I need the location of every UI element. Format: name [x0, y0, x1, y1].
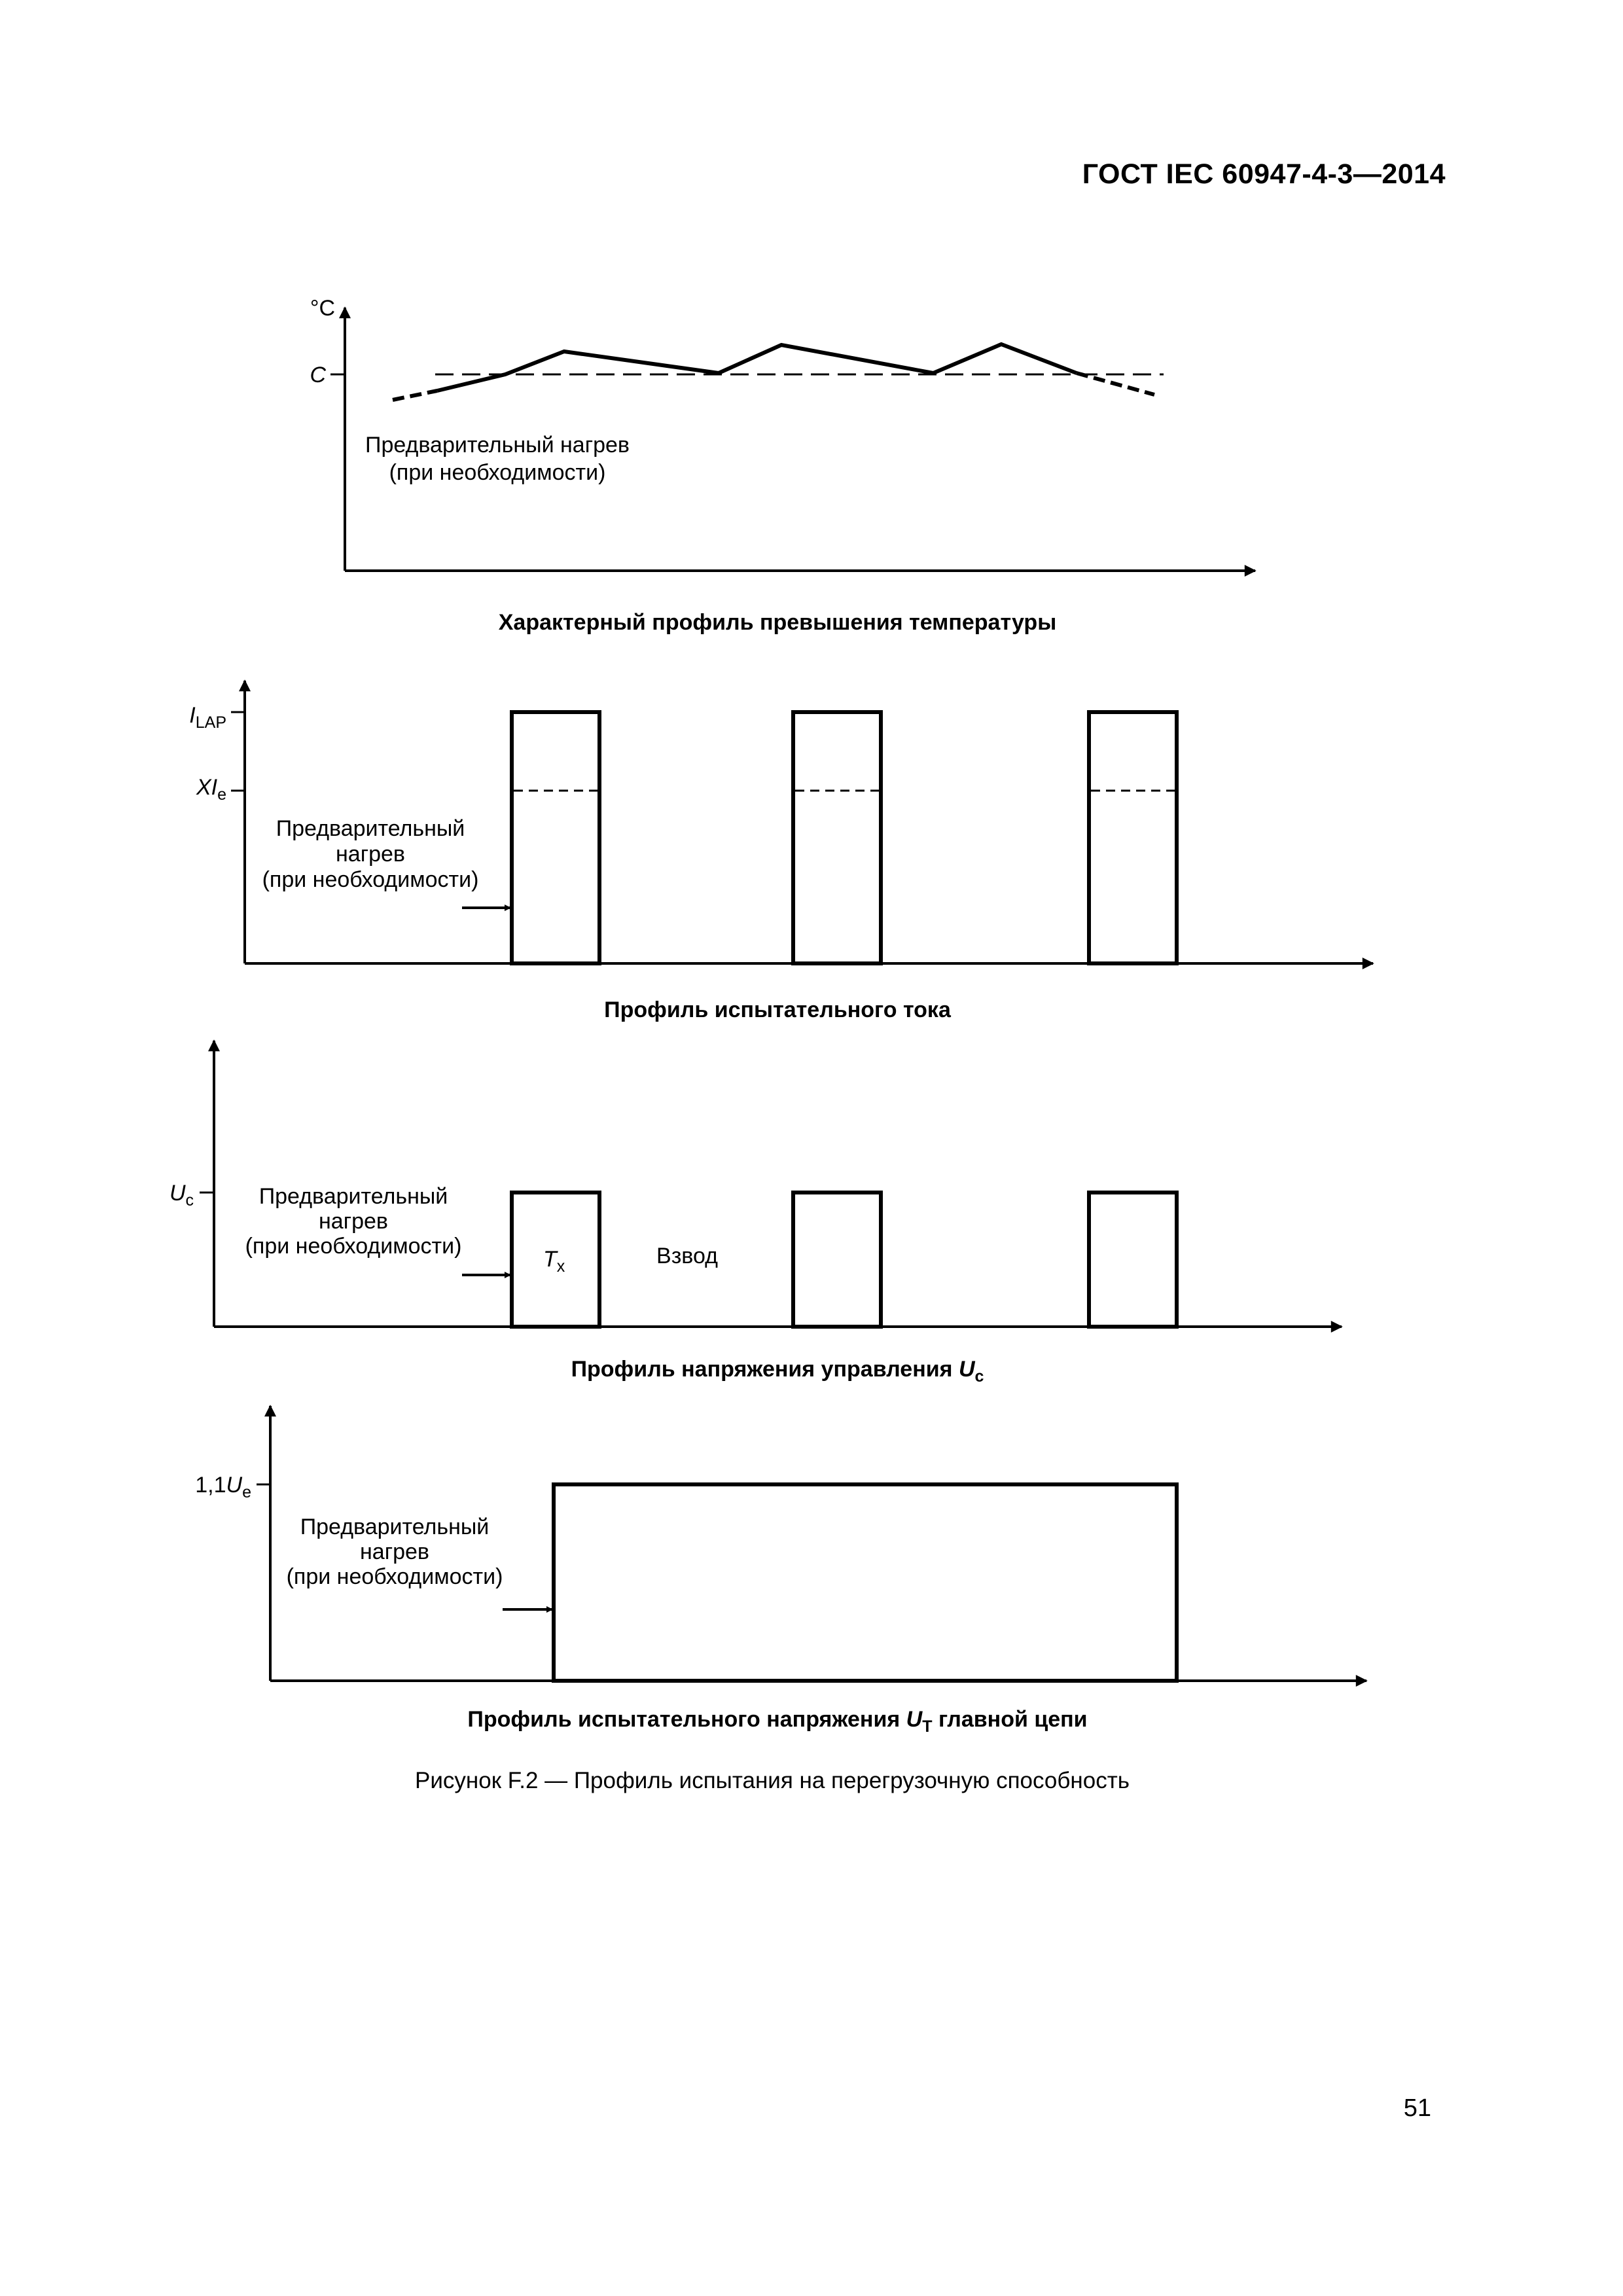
current-level-mid-label: $XI_e$: [196, 775, 226, 804]
control-pulse-2: [793, 1193, 881, 1327]
test-voltage-panel: [195, 1406, 1366, 1736]
control-gap-label: Взвод: [656, 1244, 718, 1268]
current-pulse-2: [793, 712, 881, 963]
control-pulse-label: $T_x$: [543, 1247, 565, 1276]
temperature-preheat-label-line2: (при необходимости): [389, 460, 606, 485]
control-voltage-panel-caption: Профиль напряжения управления $U_c$: [571, 1357, 984, 1386]
temperature-level-label: C: [310, 363, 326, 387]
test-voltage-preheat-line2: нагрев: [360, 1539, 429, 1564]
figure-caption: Рисунок F.2 — Профиль испытания на перегрузочную способность: [415, 1768, 1130, 1793]
cooldown-dashed-end: [1077, 373, 1154, 395]
page-number: 51: [1403, 2094, 1431, 2122]
current-preheat-line1: Предварительный: [276, 816, 465, 841]
current-pulse-3: [1089, 712, 1177, 963]
temperature-y-unit: °C: [310, 296, 335, 321]
temperature-preheat-label-line1: Предварительный нагрев: [365, 433, 630, 457]
control-preheat-line2: нагрев: [319, 1209, 388, 1234]
current-preheat-line3: (при необходимости): [262, 867, 479, 892]
test-voltage-pulse: [554, 1484, 1177, 1681]
test-voltage-panel-caption: Профиль испытательного напряжения $U_T$ главной цепи: [467, 1707, 1088, 1736]
control-preheat-line1: Предварительный: [259, 1184, 448, 1209]
temperature-panel: [310, 296, 1255, 635]
current-level-top-label: $I_{LAP}$: [189, 703, 226, 732]
test-voltage-preheat-line3: (при необходимости): [286, 1564, 503, 1589]
standard-header: ГОСТ IEC 60947-4-3—2014: [1082, 158, 1446, 190]
test-voltage-preheat-line1: Предварительный: [300, 1515, 490, 1539]
control-preheat-line3: (при необходимости): [245, 1234, 462, 1259]
current-panel-caption: Профиль испытательного тока: [604, 997, 951, 1022]
current-pulse-1: [512, 712, 599, 963]
current-panel: [189, 681, 1373, 1022]
preheat-dashed-start: [393, 391, 437, 400]
temperature-panel-caption: Характерный профиль превышения температуры: [498, 610, 1057, 635]
current-preheat-line2: нагрев: [336, 842, 405, 867]
control-voltage-panel: [169, 1041, 1342, 1386]
control-voltage-level-label: $U_c$: [169, 1181, 194, 1210]
control-pulse-3: [1089, 1193, 1177, 1327]
temperature-profile-line: [437, 344, 1077, 391]
test-voltage-level-label: $1,1U_e$: [195, 1473, 251, 1501]
